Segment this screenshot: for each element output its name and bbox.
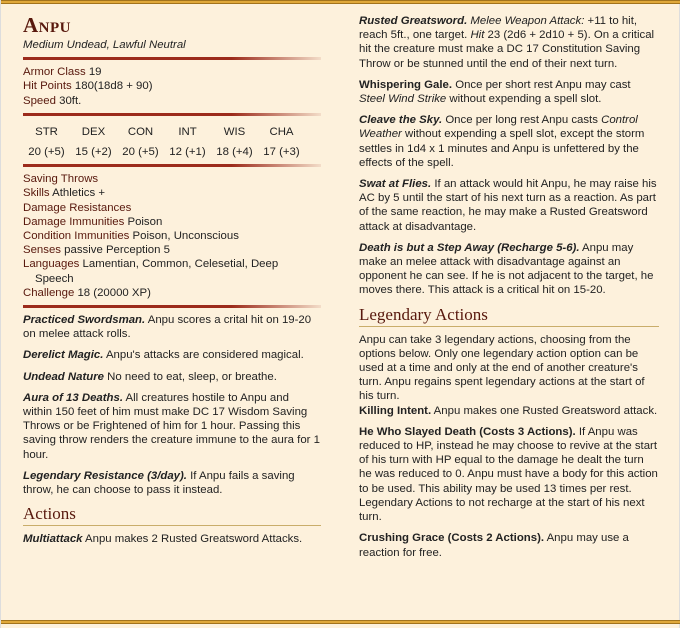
languages-continued: Speech (35, 272, 74, 285)
right-column (359, 14, 659, 567)
legendary-crushing-grace: Crushing Grace (Costs 2 Actions). Anpu may use a reaction for free. (359, 532, 629, 559)
action-cleave-the-sky: Cleave the Sky. Once per long rest Anpu casts Control Weather without expending a spell slot, except the storm settles in 1d4 x 1 minutes and Anpu is unfettered by the effects of the spell. (359, 114, 645, 169)
ability-wis: WIS 18 (+4) (216, 125, 253, 159)
monster-name: Anpu (23, 13, 71, 37)
armor-class-value: 19 (88, 66, 102, 79)
divider (23, 164, 321, 167)
top-border-bar (1, 0, 680, 4)
actions-heading: Actions (23, 504, 321, 526)
left-column (23, 14, 321, 553)
languages: Languages Lamentian, Common, Celesetial, Deep (23, 258, 279, 271)
ability-str: STR 20 (+5) (28, 125, 65, 159)
monster-type: Medium Undead, Lawful Neutral (23, 39, 186, 51)
skills: Skills Athletics + (23, 187, 106, 200)
ability-scores (23, 125, 321, 159)
damage-resistances: Damage Resistances (23, 201, 132, 214)
trait-derelict-magic: Derelict Magic. Anpu's attacks are considered magical. (23, 349, 304, 362)
armor-class (23, 65, 321, 79)
trait-legendary-resistance: Legendary Resistance (3/day). If Anpu fails a saving throw, he can choose to pass it instead. (23, 469, 295, 497)
speed-label: Speed (23, 94, 56, 107)
ability-con: CON 20 (+5) (122, 125, 159, 159)
hit-points-value: 180(18d8 + 90) (74, 80, 153, 93)
legendary-actions-heading: Legendary Actions (359, 305, 659, 327)
hit-points (23, 79, 321, 93)
action-rusted-greatsword: Rusted Greatsword. Melee Weapon Attack: +11 to hit, reach 5ft., one target. Hit 23 (2d6 + 2d10 + 5). On a critical hit the creature must make a DC 17 Constitution Saving Throw or be stunned until the end of their next turn. (359, 15, 655, 70)
condition-immunities: Condition Immunities Poison, Unconscious (23, 230, 239, 243)
divider (23, 57, 321, 60)
hit-points-label: Hit Points (23, 80, 72, 93)
trait-undead-nature: Undead Nature No need to eat, sleep, or breathe. (23, 370, 277, 383)
legendary-killing-intent: Killing Intent. Anpu makes one Rusted Greatsword attack. (359, 404, 658, 417)
trait-practiced-swordsman: Practiced Swordsman. Anpu scores a crital hit on 19-20 on melee attack rolls. (23, 314, 312, 341)
action-whispering-gale: Whispering Gale. Once per short rest Anpu may cast Steel Wind Strike without expending a spell slot. (359, 78, 631, 106)
action-death-step: Death is but a Step Away (Recharge 5-6). Anpu may make an melee attack with disadvantage against an opponent he can see. If he is not adjacent to the target, he moves there. This attack is a critical hit on 15-20. (359, 241, 654, 297)
ability-dex: DEX 15 (+2) (75, 125, 112, 159)
ability-cha: CHA 17 (+3) (263, 125, 300, 159)
trait-aura-of-13-deaths: Aura of 13 Deaths. All creatures hostile to Anpu and within 150 feet of him must make DC 17 Wisdom Saving Throws or be Frightened of him for 1 hour. Passing this saving throw renders the creature immune to the aura for 1 hour. (23, 391, 320, 461)
damage-immunities: Damage Immunities Poison (23, 215, 163, 228)
action-multiattack: Multiattack Anpu makes 2 Rusted Greatsword Attacks. (23, 533, 303, 546)
divider (23, 113, 321, 116)
saving-throws: Saving Throws (23, 173, 99, 186)
armor-class-label: Armor Class (23, 66, 86, 79)
legendary-intro: Anpu can take 3 legendary actions, choosing from the options below. Only one legendary action option can be used at a time and only at the end of another creature's turn. Anpu regains spent legendary actions at the start of his turn. (359, 333, 645, 403)
legendary-he-who-slayed-death: He Who Slayed Death (Costs 3 Actions). If Anpu was reduced to HP, instead he may choose to revive at the start of his turn with HP equal to the damage he dealt the turn he was reduced to 0. Anpu must have a body for this action to be used. This ability may be used 13 times per rest. Legendary Actions to not recharge at the start of his next turn. (359, 425, 658, 524)
bottom-border-bar (1, 620, 680, 624)
challenge: Challenge 18 (20000 XP) (23, 286, 151, 299)
divider (23, 305, 321, 308)
senses: Senses passive Perception 5 (23, 244, 170, 257)
action-swat-at-flies: Swat at Flies. If an attack would hit Anpu, he may raise his AC by 5 until the start of his next turn as a reaction. As part of the same reaction, he may make a Rusted Greatsword attack at disadvantage. (359, 178, 657, 233)
ability-int: INT 12 (+1) (169, 125, 206, 159)
speed (23, 94, 321, 108)
speed-value: 30ft. (59, 94, 82, 107)
